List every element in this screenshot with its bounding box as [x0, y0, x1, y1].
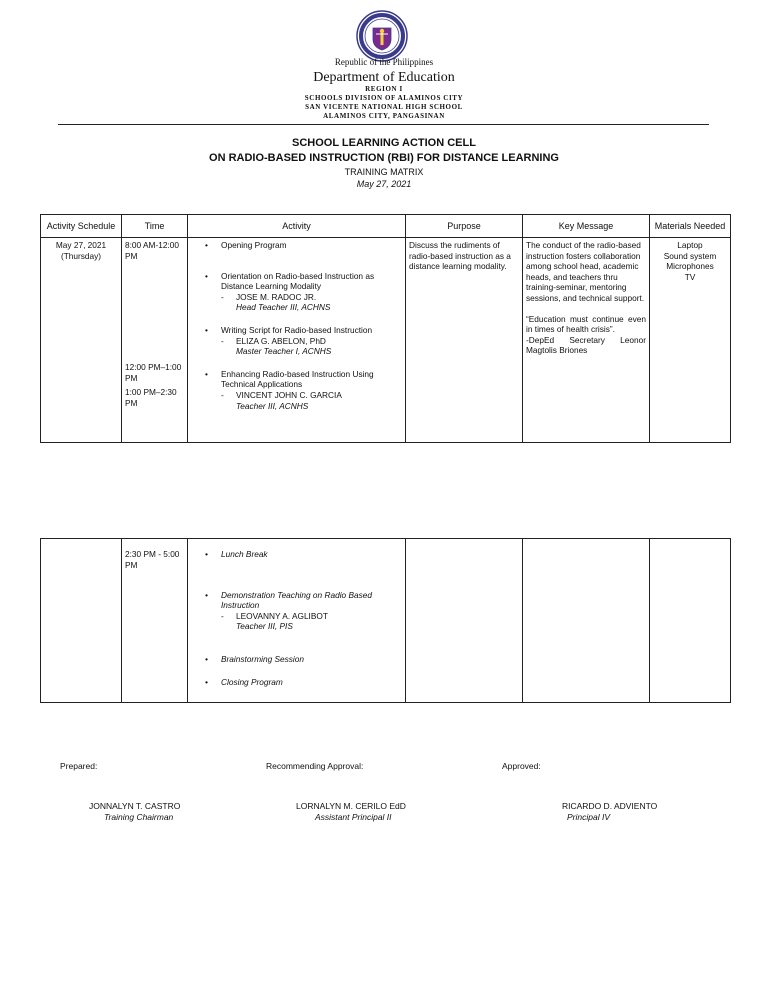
header-purpose: Purpose	[406, 215, 523, 238]
activity-cell	[188, 539, 406, 703]
key-message-quote: “Education must continue even in times of health crisis”.	[526, 313, 646, 335]
header-activity: Activity	[188, 215, 406, 238]
header-materials: Materials Needed	[650, 215, 731, 238]
table-row	[41, 238, 731, 443]
speaker-name: ELIZA G. ABELON, PhD	[236, 335, 326, 346]
speaker-name: JOSE M. RADOC JR.	[236, 291, 317, 302]
header-schedule: Activity Schedule	[41, 215, 122, 238]
training-matrix-table-continued	[40, 538, 731, 703]
material-item: Sound system	[663, 250, 717, 261]
materials-cell	[650, 539, 731, 703]
recommending-label: Recommending Approval:	[266, 761, 364, 771]
header-key-message: Key Message	[523, 215, 650, 238]
activity-cell	[188, 238, 406, 443]
time-slot: 1:00 PM–2:30 PM	[125, 387, 177, 408]
purpose-cell	[406, 539, 523, 703]
speaker-name: VINCENT JOHN C. GARCIA	[236, 389, 342, 400]
activity-item: • Closing Program	[191, 677, 402, 688]
material-item: Microphones	[666, 261, 714, 272]
approved-role: Principal IV	[567, 812, 610, 822]
matrix-label: TRAINING MATRIX	[344, 167, 424, 177]
speaker: - LEOVANNY A. AGLIBOT Teacher III, PIS	[191, 611, 402, 632]
header-divider	[58, 124, 709, 125]
header-time: Time	[122, 215, 188, 238]
key-message-cell	[523, 539, 650, 703]
speaker-name: LEOVANNY A. AGLIBOT	[236, 610, 328, 621]
activity-item: • Brainstorming Session	[191, 654, 402, 665]
activity-item: • Demonstration Teaching on Radio Based Instruction	[191, 590, 402, 611]
speaker-role: Master Teacher I, ACNHS	[236, 346, 332, 357]
key-message-cell	[523, 238, 650, 443]
document-subtitle: ON RADIO-BASED INSTRUCTION (RBI) FOR DISTANCE LEARNING	[209, 152, 559, 164]
time-cell	[122, 238, 188, 443]
prepared-role: Training Chairman	[104, 812, 174, 822]
activity-item: • Enhancing Radio-based Instruction Using Technical Applications	[191, 369, 402, 390]
recommending-name: LORNALYN M. CERILO EdD	[296, 801, 406, 811]
materials-cell	[650, 238, 731, 443]
speaker: - ELIZA G. ABELON, PhD Master Teacher I, ACNHS	[191, 336, 402, 357]
speaker: - JOSE M. RADOC JR. Head Teacher III, ACHNS	[191, 292, 402, 313]
department-title: Department of Education	[313, 70, 455, 85]
division-label: SCHOOLS DIVISION OF ALAMINOS CITY	[304, 94, 464, 102]
table-row	[41, 539, 731, 703]
activity-item: • Opening Program	[191, 240, 402, 251]
material-item: Laptop	[677, 240, 703, 250]
time-cell	[122, 539, 188, 703]
speaker: - VINCENT JOHN C. GARCIA Teacher III, ACNHS	[191, 390, 402, 411]
city-label: ALAMINOS CITY, PANGASINAN	[323, 112, 445, 120]
schedule-cell	[41, 238, 122, 443]
material-item: TV	[684, 271, 696, 282]
schedule-date: May 27, 2021	[55, 240, 107, 250]
time-slot: 12:00 PM–1:00 PM	[125, 362, 182, 383]
speaker-role: Teacher III, PIS	[236, 621, 293, 632]
document-date: May 27, 2021	[356, 179, 412, 189]
key-message-source: -DepEd Secretary Leonor Magtolis Briones	[526, 334, 646, 356]
training-matrix-table	[40, 214, 731, 443]
time-slot: 8:00 AM-12:00 PM	[125, 240, 179, 261]
activity-item: • Orientation on Radio-based Instruction as Distance Learning Modality	[191, 271, 402, 292]
activity-item: • Lunch Break	[191, 549, 402, 560]
prepared-name: JONNALYN T. CASTRO	[89, 801, 181, 811]
activity-item: • Writing Script for Radio-based Instruction	[191, 325, 402, 336]
schedule-day: (Thursday)	[60, 250, 102, 261]
schedule-cell	[41, 539, 122, 703]
purpose-cell	[406, 238, 523, 443]
approved-name: RICARDO D. ADVIENTO	[562, 801, 658, 811]
region-label: REGION I	[365, 85, 403, 93]
purpose-text: Discuss the rudiments of radio-based instruction as a distance learning modality.	[409, 240, 511, 272]
deped-seal-icon	[356, 10, 408, 62]
republic-label: Republic of the Philippines	[334, 57, 434, 67]
school-label: SAN VICENTE NATIONAL HIGH SCHOOL	[305, 103, 463, 111]
time-slot: 2:30 PM - 5:00 PM	[125, 549, 180, 570]
speaker-role: Head Teacher III, ACHNS	[236, 302, 331, 313]
recommending-role: Assistant Principal II	[315, 812, 392, 822]
document-title: SCHOOL LEARNING ACTION CELL	[292, 137, 476, 149]
approved-label: Approved:	[502, 761, 541, 771]
speaker-role: Teacher III, ACNHS	[236, 400, 309, 411]
key-message-text: The conduct of the radio-based instruction fosters collaboration among school head, academic heads, and teachers thru training-seminar, mentoring sessions, and technical support.	[526, 240, 645, 303]
prepared-label: Prepared:	[60, 761, 98, 771]
